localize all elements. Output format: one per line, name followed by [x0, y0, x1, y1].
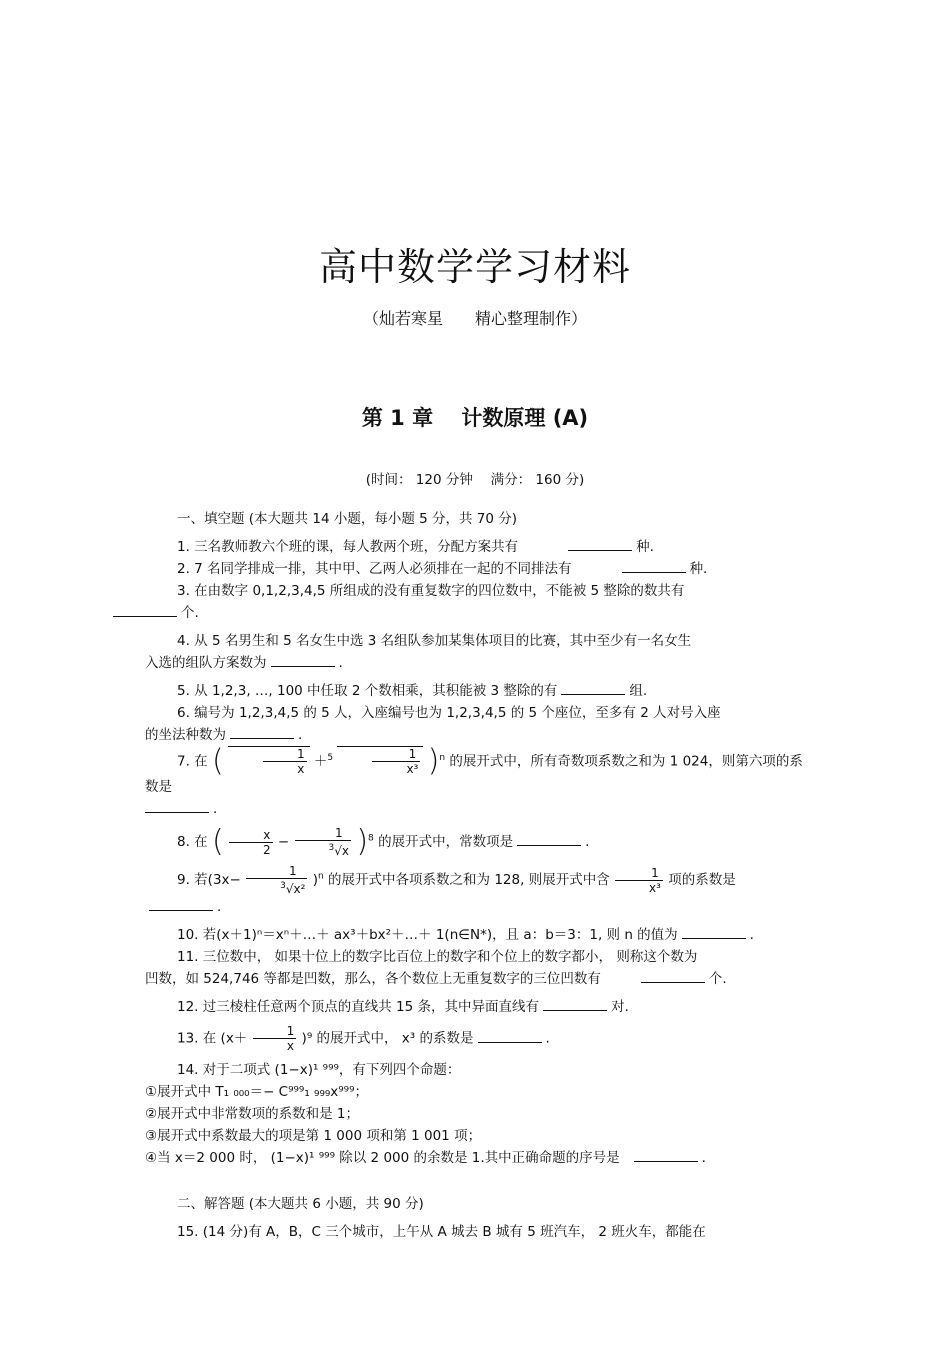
- question-7-cont: .: [145, 798, 805, 820]
- answer-blank: [543, 998, 607, 1011]
- question-12: 12. 过三棱柱任意两个顶点的直线共 15 条，其中异面直线有 对.: [177, 999, 629, 1015]
- answer-blank: [113, 604, 177, 617]
- answer-blank: [230, 726, 294, 739]
- time-score-line: (时间： 120 分钟 满分： 160 分): [365, 472, 585, 488]
- question-13: 13. 在 (x＋ $\frac{1}{x}$ )⁹ 的展开式中， x³ 的系数是 .: [177, 1024, 550, 1053]
- question-11-cont: 凹数，如 524,746 等都是凹数，那么，各个数位上无重复数字的三位凹数有 个.: [145, 971, 727, 987]
- question-1: 1. 三名教师教六个班的课，每人教两个班，分配方案共有 种.: [177, 539, 654, 555]
- question-7: 7. 在 ( $\frac{1}{x}$ ＋$^5$ $\frac{1}{\text{x³}}$ )$^n$ 的展开式中，所有奇数项系数之和为 1 024，则第六项的系数是: [145, 743, 803, 795]
- question-3: 3. 在由数字 0,1,2,3,4,5 所组成的没有重复数字的四位数中，不能被 5 整除的数共有 个.: [145, 580, 805, 624]
- answer-blank: [641, 970, 705, 983]
- answer-blank: [271, 654, 335, 667]
- question-9: 9. 若(3x− $\frac{1}{^3√x^2}$ )$^n$ 的展开式中各项系数之和为 128, 则展开式中含 $\frac{1}{\text{x³}}$ 项的系数是.: [145, 864, 805, 918]
- question-4: 4. 从 5 名男生和 5 名女生中选 3 名组队参加某集体项目的比赛，其中至少有一名女生: [177, 633, 692, 649]
- proposition-1: ①展开式中 T₁ ₀₀₀＝− C⁹⁹⁹₁ ₉₉₉x⁹⁹⁹；: [145, 1084, 369, 1100]
- answer-blank: [478, 1030, 542, 1043]
- answer-blank: [145, 800, 209, 813]
- proposition-2: ②展开式中非常数项的系数和是 1；: [145, 1106, 359, 1122]
- formula-sqrt: $\frac{1}{x}$: [228, 746, 310, 776]
- answer-blank: [622, 560, 686, 573]
- answer-blank: [682, 926, 746, 939]
- page-subtitle: （灿若寒星 精心整理制作）: [362, 309, 587, 328]
- question-14: 14. 对于二项式 (1−x)¹ ⁹⁹⁹，有下列四个命题：: [177, 1062, 461, 1078]
- question-6-cont: 的坐法种数为 .: [145, 727, 303, 743]
- section1-heading: 一、填空题 (本大题共 14 小题，每小题 5 分，共 70 分): [177, 511, 518, 527]
- proposition-3: ③展开式中系数最大的项是第 1 000 项和第 1 001 项；: [145, 1128, 482, 1144]
- question-15: 15. (14 分)有 A，B，C 三个城市，上午从 A 城去 B 城有 5 班汽车， 2 班火车，都能在: [177, 1224, 706, 1240]
- question-11: 11. 三位数中， 如果十位上的数字比百位上的数字和个位上的数字都小， 则称这个数为: [177, 949, 698, 965]
- question-2: 2. 7 名同学排成一排，其中甲、乙两人必须排在一起的不同排法有 种.: [177, 561, 708, 577]
- formula-paren: (: [211, 743, 224, 779]
- question-10: 10. 若(x＋1)ⁿ＝xⁿ＋…＋ ax³＋bx²＋…＋ 1(n∈N*)，且 a：b＝3：1, 则 n 的值为 .: [177, 927, 754, 943]
- exam-body: [145, 508, 805, 1243]
- question-5: 5. 从 1,2,3, …, 100 中任取 2 个数相乘，其积能被 3 整除的有 组.: [177, 683, 648, 699]
- answer-blank: [634, 1149, 698, 1162]
- answer-blank: [517, 833, 581, 846]
- section2-heading: 二、解答题 (本大题共 6 小题，共 90 分): [177, 1196, 424, 1212]
- question-8: 8. 在 ( $\frac{x}{2}$ − $\frac{1}{^3√x}$ )$^8$ 的展开式中，常数项是 .: [177, 824, 590, 859]
- formula-root: $\frac{1}{\text{x³}}$: [337, 746, 423, 776]
- answer-blank: [561, 682, 625, 695]
- answer-blank: [568, 538, 632, 551]
- question-6: 6. 编号为 1,2,3,4,5 的 5 人，入座编号也为 1,2,3,4,5 的 5 个座位，至多有 2 人对号入座: [177, 705, 721, 721]
- answer-blank: [149, 898, 213, 911]
- page-title: 高中数学学习材料: [318, 245, 631, 289]
- proposition-4: ④当 x＝2 000 时， (1−x)¹ ⁹⁹⁹ 除以 2 000 的余数是 1.其中正确命题的序号是 .: [145, 1150, 706, 1166]
- chapter-heading: 第 1 章 计数原理 (A): [361, 406, 589, 430]
- question-4-cont: 入选的组队方案数为 .: [145, 655, 343, 671]
